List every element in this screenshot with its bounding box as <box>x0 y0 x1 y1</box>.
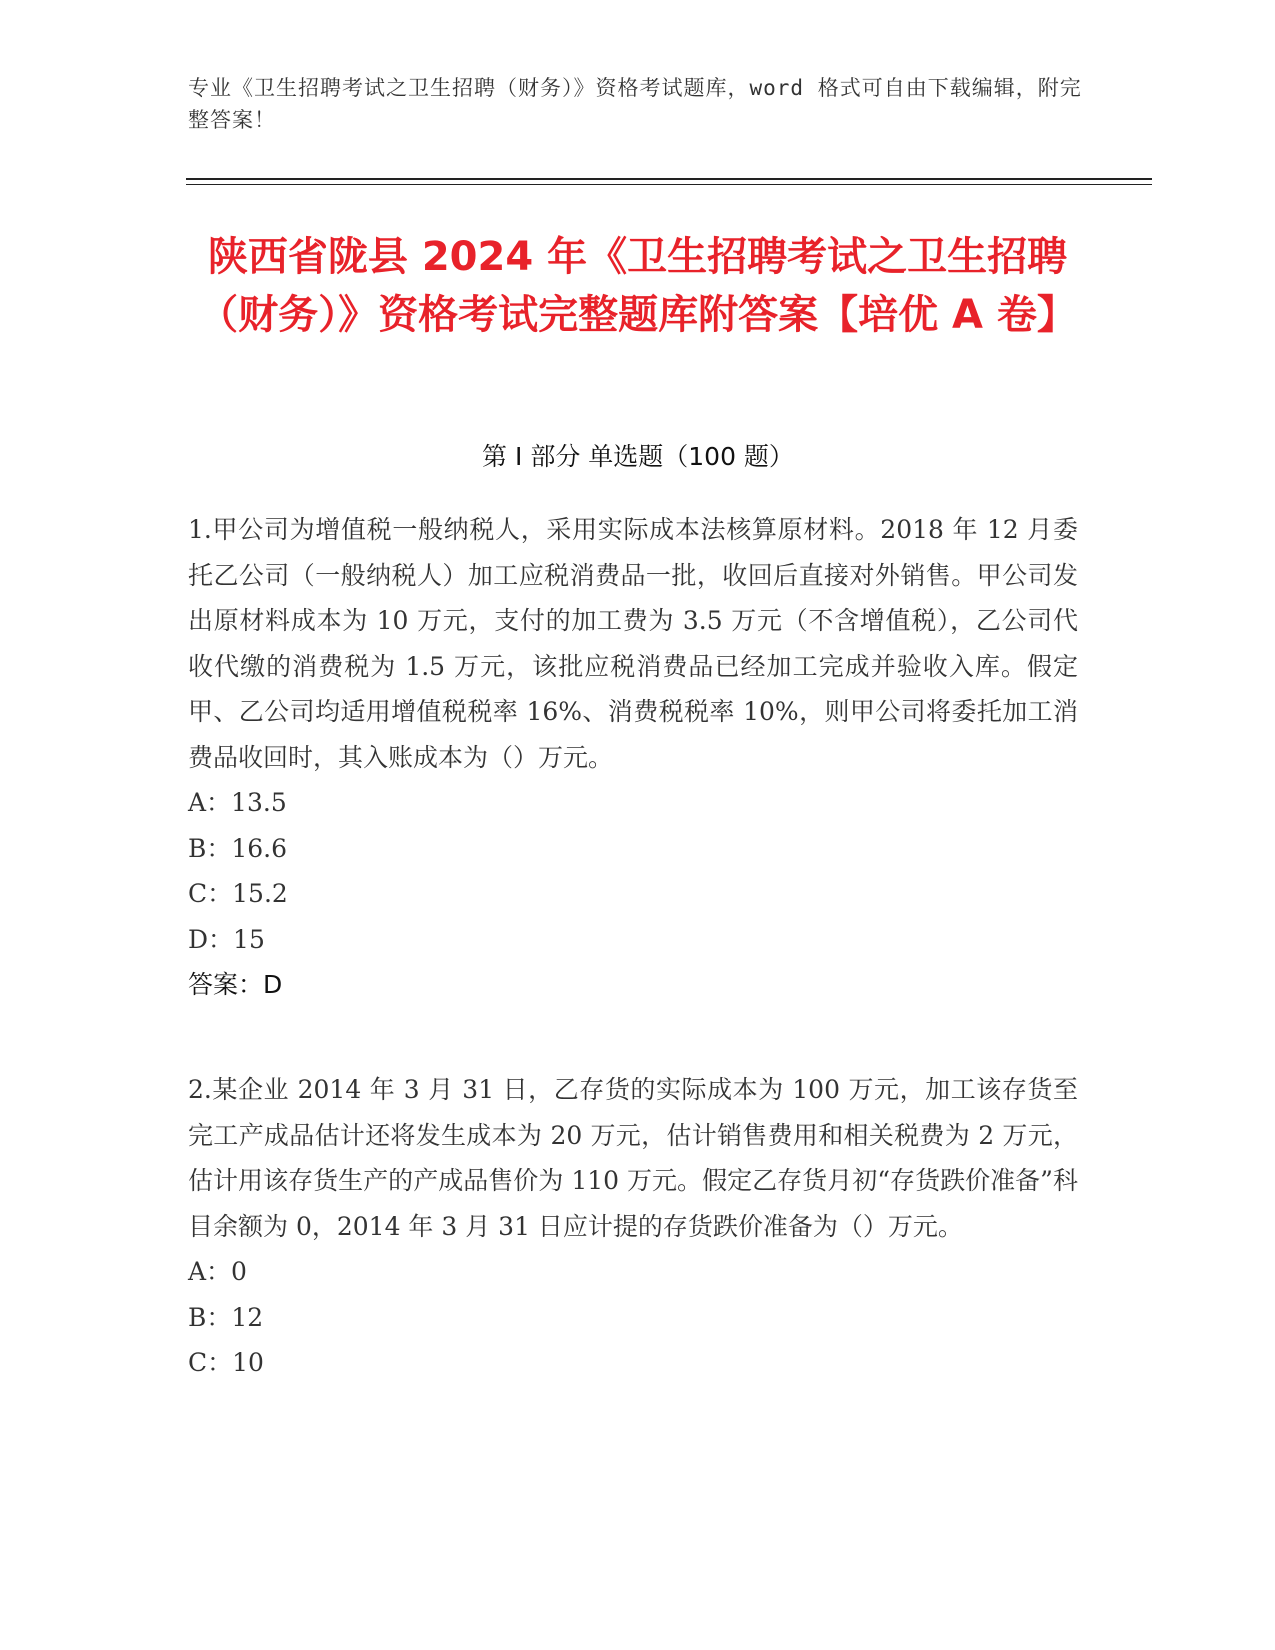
question-1 <box>188 507 1078 1008</box>
option-c: C：10 <box>188 1348 264 1377</box>
header-rule-thin <box>186 184 1152 185</box>
option-c: C：15.2 <box>188 879 288 908</box>
option-d: D：15 <box>188 924 265 954</box>
option-a: A：0 <box>188 1257 247 1286</box>
option-b: B：16.6 <box>188 833 288 863</box>
option-b: B：12 <box>188 1302 264 1332</box>
section-heading: 第 I 部分 单选题（100 题） <box>482 442 794 471</box>
question-stem: 2.某企业 2014 年 3 月 31 日，乙存货的实际成本为 100 万元，加工该存货至完工产成品估计还将发生成本为 20 万元，估计销售费用和相关税费为 2 万元，估计用该存货生产的产成品售价为 110 万元。假定乙存货月初“存货跌价准备”科目余额为 0，2014 年 3 月 31 日应计提的存货跌价准备为（）万元。 <box>188 1075 1078 1241</box>
answer-line: 答案：D <box>188 970 283 999</box>
document-title: 陕西省陇县 2024 年《卫生招聘考试之卫生招聘（财务）》资格考试完整题库附答案【培优 A 卷】 <box>198 234 1077 338</box>
option-a: A：13.5 <box>188 788 287 817</box>
question-2 <box>188 1067 1078 1386</box>
header-rule-thick <box>186 178 1152 180</box>
question-stem: 1.甲公司为增值税一般纳税人，采用实际成本法核算原材料。2018 年 12 月委托乙公司（一般纳税人）加工应税消费品一批，收回后直接对外销售。甲公司发出原材料成本为 10 万元，支付的加工费为 3.5 万元（不含增值税），乙公司代收代缴的消费税为 1.5 万元，该批应税消费品已经加工完成并验收入库。假定甲、乙公司均适用增值税税率 16%、消费税税率 10%，则甲公司将委托加工消费品收回时，其入账成本为（）万元。 <box>188 515 1078 772</box>
header-note: 专业《卫生招聘考试之卫生招聘（财务）》资格考试题库，word 格式可自由下载编辑，附完整答案！ <box>188 76 1082 132</box>
